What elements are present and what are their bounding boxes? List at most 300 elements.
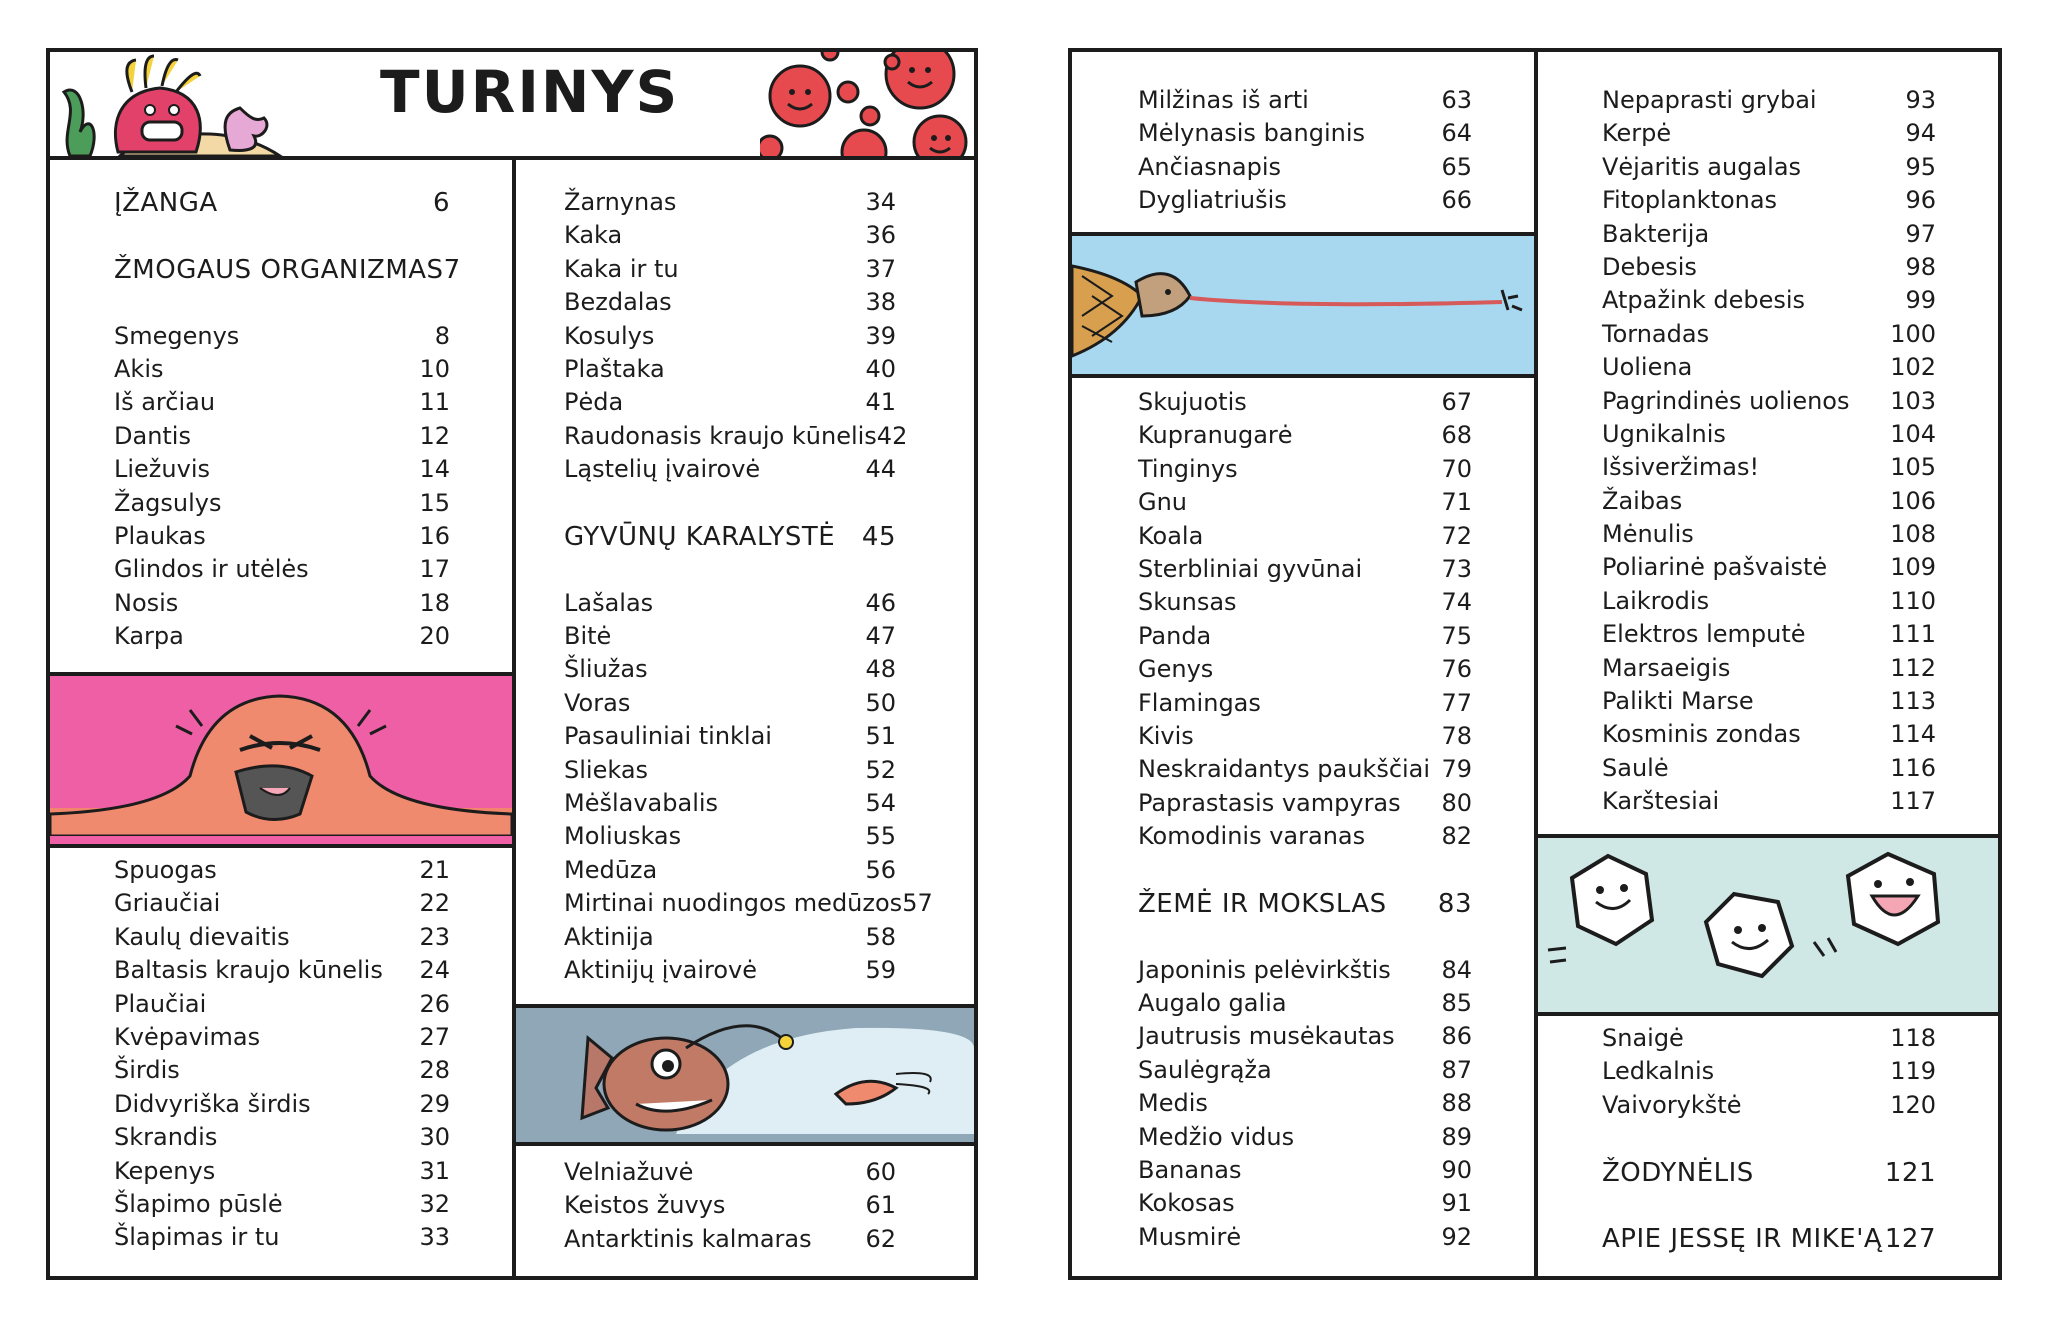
toc-entry-label: Velniažuvė bbox=[564, 1158, 694, 1186]
toc-entry-page-number: 11 bbox=[419, 388, 450, 417]
toc-entry-page-number: 61 bbox=[865, 1191, 896, 1220]
toc-entry bbox=[1138, 622, 1472, 655]
toc-entry-page-number: 84 bbox=[1441, 955, 1472, 984]
toc-entry bbox=[564, 655, 896, 688]
toc-entry-page-number: 14 bbox=[419, 455, 450, 484]
toc-entry bbox=[1602, 1024, 1936, 1057]
toc-entry bbox=[1602, 320, 1936, 353]
toc-entry-page-number: 85 bbox=[1441, 989, 1472, 1018]
toc-entry-label: Mėnulis bbox=[1602, 520, 1694, 549]
toc-entry-label: Kepenys bbox=[114, 1156, 216, 1185]
toc-entry-page-number: 100 bbox=[1890, 319, 1936, 348]
toc-entry bbox=[1602, 1091, 1936, 1124]
toc-entry-page-number: 80 bbox=[1441, 788, 1472, 817]
toc-entry bbox=[564, 622, 896, 655]
toc-entry-label: Didvyriška širdis bbox=[114, 1089, 311, 1118]
toc-entry-page-number: 67 bbox=[1441, 388, 1472, 416]
toc-entry bbox=[564, 288, 896, 321]
toc-entry-page-number: 37 bbox=[865, 254, 896, 283]
toc-entry bbox=[564, 455, 896, 488]
toc-entry-page-number: 79 bbox=[1441, 755, 1472, 784]
toc-entry bbox=[1138, 1022, 1472, 1055]
toc-entry bbox=[114, 1123, 450, 1156]
toc-entry-page-number: 15 bbox=[419, 488, 450, 517]
toc-entry bbox=[1602, 520, 1936, 553]
toc-entry-page-number: 99 bbox=[1905, 286, 1936, 315]
toc-entry-label: Saulė bbox=[1602, 753, 1669, 782]
toc-entry-label: Kvėpavimas bbox=[114, 1022, 261, 1051]
toc-entry-label: Genys bbox=[1138, 655, 1214, 684]
toc-entry bbox=[114, 1090, 450, 1123]
toc-entry-page-number: 98 bbox=[1905, 252, 1936, 281]
toc-entry-page-number: 48 bbox=[865, 655, 896, 684]
page-title: TURINYS bbox=[380, 58, 680, 126]
toc-entry bbox=[1138, 1123, 1472, 1156]
toc-entry-label: Musmirė bbox=[1138, 1222, 1242, 1251]
toc-entry-page-number: 24 bbox=[419, 956, 450, 985]
toc-entry-page-number: 94 bbox=[1905, 119, 1936, 148]
toc-entry bbox=[1602, 420, 1936, 453]
toc-entry-label: Liežuvis bbox=[114, 455, 210, 484]
toc-entry-page-number: 22 bbox=[419, 889, 450, 918]
toc-entry-label: Japoninis pelėvirkštis bbox=[1138, 955, 1391, 984]
toc-section-entry bbox=[114, 254, 461, 288]
spacer bbox=[114, 288, 450, 321]
toc-entry bbox=[1602, 86, 1936, 119]
toc-entry-page-number: 120 bbox=[1890, 1090, 1936, 1119]
toc-entry bbox=[114, 856, 450, 889]
toc-entry-label: Fitoplanktonas bbox=[1602, 186, 1778, 215]
toc-entry bbox=[1138, 1056, 1472, 1089]
spacer bbox=[114, 221, 450, 254]
toc-entry-page-number: 71 bbox=[1441, 488, 1472, 517]
toc-entry-label: Sliekas bbox=[564, 755, 649, 784]
toc-entry-label: Baltasis kraujo kūnelis bbox=[114, 956, 383, 985]
toc-entry-label: ŽODYNĖLIS bbox=[1602, 1157, 1754, 1188]
toc-entry-label: Neskraidantys paukščiai bbox=[1138, 755, 1431, 784]
toc-entry bbox=[564, 1225, 896, 1258]
toc-entry bbox=[1138, 822, 1472, 855]
toc-entry-label: Plaukas bbox=[114, 521, 206, 550]
toc-entry-label: Aktinijų įvairovė bbox=[564, 955, 758, 984]
toc-entry-label: Pėda bbox=[564, 388, 624, 417]
toc-entry-page-number: 6 bbox=[432, 188, 450, 218]
toc-entry bbox=[1138, 555, 1472, 588]
toc-entry-page-number: 103 bbox=[1890, 386, 1936, 415]
toc-entry-label: Aktinija bbox=[564, 922, 654, 951]
toc-entry-page-number: 44 bbox=[865, 455, 896, 484]
toc-entry-page-number: 114 bbox=[1890, 720, 1936, 749]
toc-entry-label: Glindos ir utėlės bbox=[114, 555, 309, 584]
toc-entry bbox=[114, 1190, 450, 1223]
toc-entry-label: Ančiasnapis bbox=[1138, 152, 1282, 181]
pangolin-illustration bbox=[1072, 232, 1534, 378]
toc-entry-label: Mėlynasis banginis bbox=[1138, 119, 1366, 148]
toc-entry-page-number: 30 bbox=[419, 1123, 450, 1152]
toc-entry bbox=[1138, 1089, 1472, 1122]
toc-entry bbox=[1138, 1156, 1472, 1189]
toc-entry-label: Ledkalnis bbox=[1602, 1057, 1715, 1086]
toc-entry-page-number: 86 bbox=[1441, 1022, 1472, 1051]
toc-entry-label: Marsaeigis bbox=[1602, 653, 1731, 682]
toc-entry-label: ŽMOGAUS ORGANIZMAS bbox=[114, 254, 444, 285]
toc-entry bbox=[114, 322, 450, 355]
toc-entry-label: Raudonasis kraujo kūnelis bbox=[564, 421, 877, 450]
toc-entry bbox=[114, 489, 450, 522]
toc-entry bbox=[1602, 153, 1936, 186]
toc-entry-label: Bananas bbox=[1138, 1155, 1242, 1184]
toc-entry-page-number: 90 bbox=[1441, 1155, 1472, 1184]
toc-entry-label: Nosis bbox=[114, 588, 179, 617]
toc-entry-page-number: 87 bbox=[1441, 1055, 1472, 1084]
toc-entry-label: Griaučiai bbox=[114, 889, 221, 918]
toc-entry-page-number: 12 bbox=[419, 421, 450, 450]
toc-entry bbox=[1138, 119, 1472, 152]
seaweed-creature-illustration bbox=[50, 52, 290, 156]
toc-entry-page-number: 68 bbox=[1441, 421, 1472, 450]
toc-entry-label: Skunsas bbox=[1138, 588, 1237, 617]
toc-entry bbox=[1602, 253, 1936, 286]
toc-entry-page-number: 66 bbox=[1441, 186, 1472, 215]
toc-entry-page-number: 31 bbox=[419, 1156, 450, 1185]
toc-entry-page-number: 8 bbox=[434, 321, 450, 350]
toc-entry bbox=[1602, 553, 1936, 586]
toc-entry-label: Milžinas iš arti bbox=[1138, 86, 1309, 114]
toc-entry-page-number: 60 bbox=[865, 1158, 896, 1186]
toc-entry bbox=[1138, 186, 1472, 219]
toc-entry-page-number: 110 bbox=[1890, 586, 1936, 615]
anglerfish-illustration bbox=[516, 1004, 974, 1146]
toc-entry bbox=[1602, 186, 1936, 219]
toc-entry bbox=[1138, 789, 1472, 822]
toc-entry-label: Iš arčiau bbox=[114, 388, 216, 417]
snowflake-crystals-illustration bbox=[1538, 834, 1998, 1016]
spacer bbox=[1138, 922, 1472, 955]
toc-section-entry bbox=[114, 188, 450, 221]
toc-entry-label: Vaivorykštė bbox=[1602, 1090, 1742, 1119]
toc-entry bbox=[564, 221, 896, 254]
toc-entry-label: Bakterija bbox=[1602, 219, 1710, 248]
toc-entry-page-number: 104 bbox=[1890, 419, 1936, 448]
toc-entry-page-number: 102 bbox=[1890, 353, 1936, 382]
toc-entry-label: ŽEMĖ IR MOKSLAS bbox=[1138, 888, 1387, 919]
toc-entry-label: APIE JESSĘ IR MIKE'Ą bbox=[1602, 1224, 1883, 1255]
toc-entry-label: Pagrindinės uolienos bbox=[1602, 386, 1850, 415]
toc-entry-label: Snaigė bbox=[1602, 1024, 1684, 1052]
toc-entry bbox=[1602, 387, 1936, 420]
toc-entry bbox=[1602, 787, 1936, 820]
toc-entry-page-number: 92 bbox=[1441, 1222, 1472, 1251]
toc-entry-page-number: 127 bbox=[1884, 1224, 1936, 1255]
toc-column-2-top bbox=[564, 188, 933, 989]
column-divider bbox=[1534, 48, 1538, 1280]
toc-entry-page-number: 57 bbox=[902, 889, 933, 918]
toc-entry bbox=[1138, 1189, 1472, 1222]
toc-entry-page-number: 38 bbox=[865, 288, 896, 317]
toc-entry-page-number: 26 bbox=[419, 989, 450, 1018]
toc-entry-page-number: 59 bbox=[865, 955, 896, 984]
toc-entry bbox=[1138, 989, 1472, 1022]
toc-entry bbox=[114, 455, 450, 488]
toc-entry-label: Palikti Marse bbox=[1602, 687, 1754, 716]
toc-entry bbox=[1602, 453, 1936, 486]
toc-entry bbox=[1602, 587, 1936, 620]
toc-entry-page-number: 117 bbox=[1890, 787, 1936, 816]
toc-entry-label: Kosminis zondas bbox=[1602, 720, 1801, 749]
toc-entry bbox=[1602, 754, 1936, 787]
toc-entry-label: Tinginys bbox=[1138, 454, 1238, 483]
toc-entry bbox=[1138, 488, 1472, 521]
toc-entry-label: Flamingas bbox=[1138, 688, 1261, 717]
toc-entry-label: Skrandis bbox=[114, 1123, 218, 1152]
toc-entry bbox=[114, 1023, 450, 1056]
toc-entry-page-number: 51 bbox=[865, 722, 896, 751]
toc-entry-label: Jautrusis musėkautas bbox=[1138, 1022, 1395, 1051]
toc-entry-label: Kosulys bbox=[564, 321, 655, 350]
toc-entry-label: Žarnynas bbox=[564, 188, 677, 216]
toc-entry-page-number: 32 bbox=[419, 1189, 450, 1218]
toc-column-1-bottom bbox=[114, 856, 450, 1257]
toc-entry-page-number: 45 bbox=[861, 521, 896, 552]
toc-entry-page-number: 108 bbox=[1890, 520, 1936, 549]
toc-entry-label: Sterbliniai gyvūnai bbox=[1138, 554, 1363, 583]
toc-entry-label: Koala bbox=[1138, 521, 1204, 550]
toc-section-entry bbox=[1602, 1158, 1936, 1191]
toc-entry-label: Saulėgrąža bbox=[1138, 1055, 1272, 1084]
toc-entry bbox=[564, 1158, 896, 1191]
toc-entry-page-number: 41 bbox=[865, 388, 896, 417]
toc-entry-page-number: 83 bbox=[1437, 888, 1472, 919]
toc-entry-page-number: 112 bbox=[1890, 653, 1936, 682]
toc-entry-page-number: 113 bbox=[1890, 687, 1936, 716]
toc-entry bbox=[1138, 388, 1472, 421]
toc-entry-label: Medžio vidus bbox=[1138, 1122, 1295, 1151]
toc-entry-label: Mirtinai nuodingos medūzos bbox=[564, 889, 903, 918]
toc-entry-label: Panda bbox=[1138, 621, 1212, 650]
toc-entry-label: Nepaprasti grybai bbox=[1602, 86, 1817, 114]
toc-entry bbox=[564, 923, 896, 956]
toc-entry-page-number: 54 bbox=[865, 789, 896, 818]
toc-column-3-bottom bbox=[1138, 388, 1472, 1256]
toc-entry-label: Bitė bbox=[564, 622, 612, 651]
toc-entry-label: Komodinis varanas bbox=[1138, 822, 1366, 851]
toc-entry bbox=[564, 421, 908, 455]
toc-entry-page-number: 23 bbox=[419, 922, 450, 951]
toc-entry-page-number: 109 bbox=[1890, 553, 1936, 582]
toc-entry-page-number: 29 bbox=[419, 1089, 450, 1118]
toc-entry bbox=[114, 355, 450, 388]
toc-entry-page-number: 47 bbox=[865, 622, 896, 651]
toc-entry-page-number: 89 bbox=[1441, 1122, 1472, 1151]
toc-entry-label: Vėjaritis augalas bbox=[1602, 152, 1802, 181]
toc-entry-label: Šlapimo pūslė bbox=[114, 1189, 283, 1218]
toc-entry-label: Laikrodis bbox=[1602, 586, 1710, 615]
toc-entry bbox=[564, 756, 896, 789]
toc-entry-page-number: 82 bbox=[1441, 822, 1472, 851]
toc-entry-label: Kaulų dievaitis bbox=[114, 922, 290, 951]
toc-entry-page-number: 93 bbox=[1905, 86, 1936, 114]
toc-entry bbox=[1138, 655, 1472, 688]
toc-entry-page-number: 97 bbox=[1905, 219, 1936, 248]
toc-entry bbox=[564, 789, 896, 822]
toc-entry-label: Kaka ir tu bbox=[564, 254, 679, 283]
toc-entry-page-number: 74 bbox=[1441, 588, 1472, 617]
toc-entry-label: GYVŪNŲ KARALYSTĖ bbox=[564, 521, 836, 552]
toc-entry bbox=[564, 889, 933, 922]
toc-entry-page-number: 20 bbox=[419, 622, 450, 651]
toc-entry bbox=[1138, 755, 1472, 788]
toc-entry bbox=[114, 589, 450, 622]
toc-entry-label: Ląstelių įvairovė bbox=[564, 455, 761, 484]
spacer bbox=[1138, 855, 1472, 888]
toc-entry-label: Kerpė bbox=[1602, 119, 1672, 148]
toc-entry-page-number: 18 bbox=[419, 588, 450, 617]
toc-entry-label: Voras bbox=[564, 688, 631, 717]
toc-entry-label: Kokosas bbox=[1138, 1189, 1235, 1218]
toc-entry bbox=[1138, 455, 1472, 488]
toc-entry-label: Gnu bbox=[1138, 488, 1188, 517]
toc-section-entry bbox=[564, 522, 896, 555]
toc-entry bbox=[1138, 86, 1472, 119]
toc-entry-page-number: 21 bbox=[419, 856, 450, 884]
toc-entry-label: Karpa bbox=[114, 622, 184, 651]
toc-entry-page-number: 75 bbox=[1441, 621, 1472, 650]
toc-entry-page-number: 65 bbox=[1441, 152, 1472, 181]
toc-entry-page-number: 70 bbox=[1441, 454, 1472, 483]
toc-entry bbox=[564, 388, 896, 421]
toc-entry-label: Pasauliniai tinklai bbox=[564, 722, 772, 751]
toc-entry-page-number: 63 bbox=[1441, 86, 1472, 114]
toc-entry-label: Bezdalas bbox=[564, 288, 672, 317]
toc-section-entry bbox=[1602, 1224, 1936, 1257]
toc-entry-label: Plaučiai bbox=[114, 989, 207, 1018]
toc-entry-page-number: 40 bbox=[865, 354, 896, 383]
toc-entry bbox=[1138, 689, 1472, 722]
toc-entry-page-number: 118 bbox=[1890, 1024, 1936, 1052]
toc-entry bbox=[1602, 353, 1936, 386]
toc-entry bbox=[564, 822, 896, 855]
toc-entry-page-number: 7 bbox=[443, 254, 461, 285]
toc-entry-label: Išsiveržimas! bbox=[1602, 453, 1760, 482]
spacer bbox=[564, 555, 896, 588]
toc-entry bbox=[1602, 220, 1936, 253]
toc-entry bbox=[114, 889, 450, 922]
toc-entry-page-number: 111 bbox=[1890, 620, 1936, 649]
toc-entry bbox=[114, 388, 450, 421]
toc-section-entry bbox=[1138, 889, 1472, 922]
toc-entry bbox=[114, 956, 450, 989]
toc-entry-label: Moliuskas bbox=[564, 822, 682, 851]
toc-entry-page-number: 56 bbox=[865, 855, 896, 884]
toc-entry-page-number: 88 bbox=[1441, 1089, 1472, 1118]
toc-entry-label: Ugnikalnis bbox=[1602, 419, 1726, 448]
toc-entry bbox=[564, 956, 896, 989]
pimple-illustration bbox=[50, 672, 512, 848]
toc-entry bbox=[1138, 421, 1472, 454]
toc-entry bbox=[1138, 956, 1472, 989]
blood-cells-illustration bbox=[760, 52, 974, 156]
toc-entry-label: Augalo galia bbox=[1138, 989, 1287, 1018]
toc-entry-label: Mėšlavabalis bbox=[564, 789, 719, 818]
toc-entry-label: ĮŽANGA bbox=[114, 188, 218, 218]
toc-entry-page-number: 39 bbox=[865, 321, 896, 350]
toc-entry-page-number: 116 bbox=[1890, 753, 1936, 782]
toc-entry-label: Širdis bbox=[114, 1056, 180, 1085]
toc-entry bbox=[1138, 153, 1472, 186]
toc-entry bbox=[114, 422, 450, 455]
toc-entry bbox=[1138, 588, 1472, 621]
toc-entry bbox=[1602, 487, 1936, 520]
toc-entry bbox=[1602, 119, 1936, 152]
toc-entry-page-number: 106 bbox=[1890, 486, 1936, 515]
toc-entry-label: Paprastasis vampyras bbox=[1138, 788, 1401, 817]
toc-entry bbox=[114, 555, 450, 588]
toc-entry bbox=[114, 1223, 450, 1256]
toc-column-3-top bbox=[1138, 86, 1472, 220]
toc-entry-page-number: 78 bbox=[1441, 721, 1472, 750]
spacer bbox=[1602, 1124, 1936, 1157]
toc-entry-label: Spuogas bbox=[114, 856, 217, 884]
toc-entry-label: Poliarinė pašvaistė bbox=[1602, 553, 1828, 582]
toc-entry-page-number: 52 bbox=[865, 755, 896, 784]
toc-entry bbox=[564, 188, 896, 221]
toc-entry-label: Šlapimas ir tu bbox=[114, 1223, 280, 1252]
toc-entry bbox=[564, 255, 896, 288]
toc-entry-label: Kaka bbox=[564, 221, 623, 250]
toc-entry-label: Medis bbox=[1138, 1089, 1208, 1118]
toc-entry-page-number: 119 bbox=[1890, 1057, 1936, 1086]
toc-entry-label: Lašalas bbox=[564, 588, 654, 617]
toc-entry-page-number: 36 bbox=[865, 221, 896, 250]
toc-entry-label: Skujuotis bbox=[1138, 388, 1247, 416]
toc-entry-page-number: 95 bbox=[1905, 152, 1936, 181]
toc-entry bbox=[564, 589, 896, 622]
toc-entry-label: Žaibas bbox=[1602, 486, 1683, 515]
toc-entry-label: Akis bbox=[114, 354, 164, 383]
toc-entry-page-number: 76 bbox=[1441, 655, 1472, 684]
toc-entry-label: Medūza bbox=[564, 855, 658, 884]
spacer bbox=[1602, 1191, 1936, 1224]
toc-entry-label: Šliužas bbox=[564, 655, 648, 684]
toc-entry-label: Dantis bbox=[114, 421, 191, 450]
toc-entry-label: Kivis bbox=[1138, 721, 1194, 750]
toc-entry-page-number: 105 bbox=[1890, 453, 1936, 482]
toc-entry bbox=[1602, 720, 1936, 753]
toc-entry-label: Kupranugarė bbox=[1138, 421, 1293, 450]
toc-entry-label: Dygliatriušis bbox=[1138, 186, 1287, 215]
toc-entry bbox=[114, 522, 450, 555]
toc-entry-label: Antarktinis kalmaras bbox=[564, 1224, 812, 1253]
toc-entry bbox=[1602, 286, 1936, 319]
toc-entry bbox=[1138, 1223, 1472, 1256]
toc-entry-page-number: 28 bbox=[419, 1056, 450, 1085]
spacer bbox=[564, 489, 896, 522]
toc-entry bbox=[564, 722, 896, 755]
toc-entry-label: Žagsulys bbox=[114, 488, 222, 517]
toc-entry bbox=[1602, 620, 1936, 653]
toc-entry bbox=[1602, 687, 1936, 720]
toc-entry-page-number: 34 bbox=[865, 188, 896, 216]
toc-entry bbox=[114, 622, 450, 655]
toc-entry-label: Tornadas bbox=[1602, 319, 1710, 348]
toc-entry-label: Karštesiai bbox=[1602, 787, 1720, 816]
toc-column-2-bottom bbox=[564, 1158, 896, 1258]
toc-entry bbox=[1602, 1057, 1936, 1090]
toc-entry-page-number: 121 bbox=[1884, 1157, 1936, 1188]
toc-entry bbox=[564, 1191, 896, 1224]
toc-entry bbox=[1138, 522, 1472, 555]
toc-entry bbox=[1138, 722, 1472, 755]
